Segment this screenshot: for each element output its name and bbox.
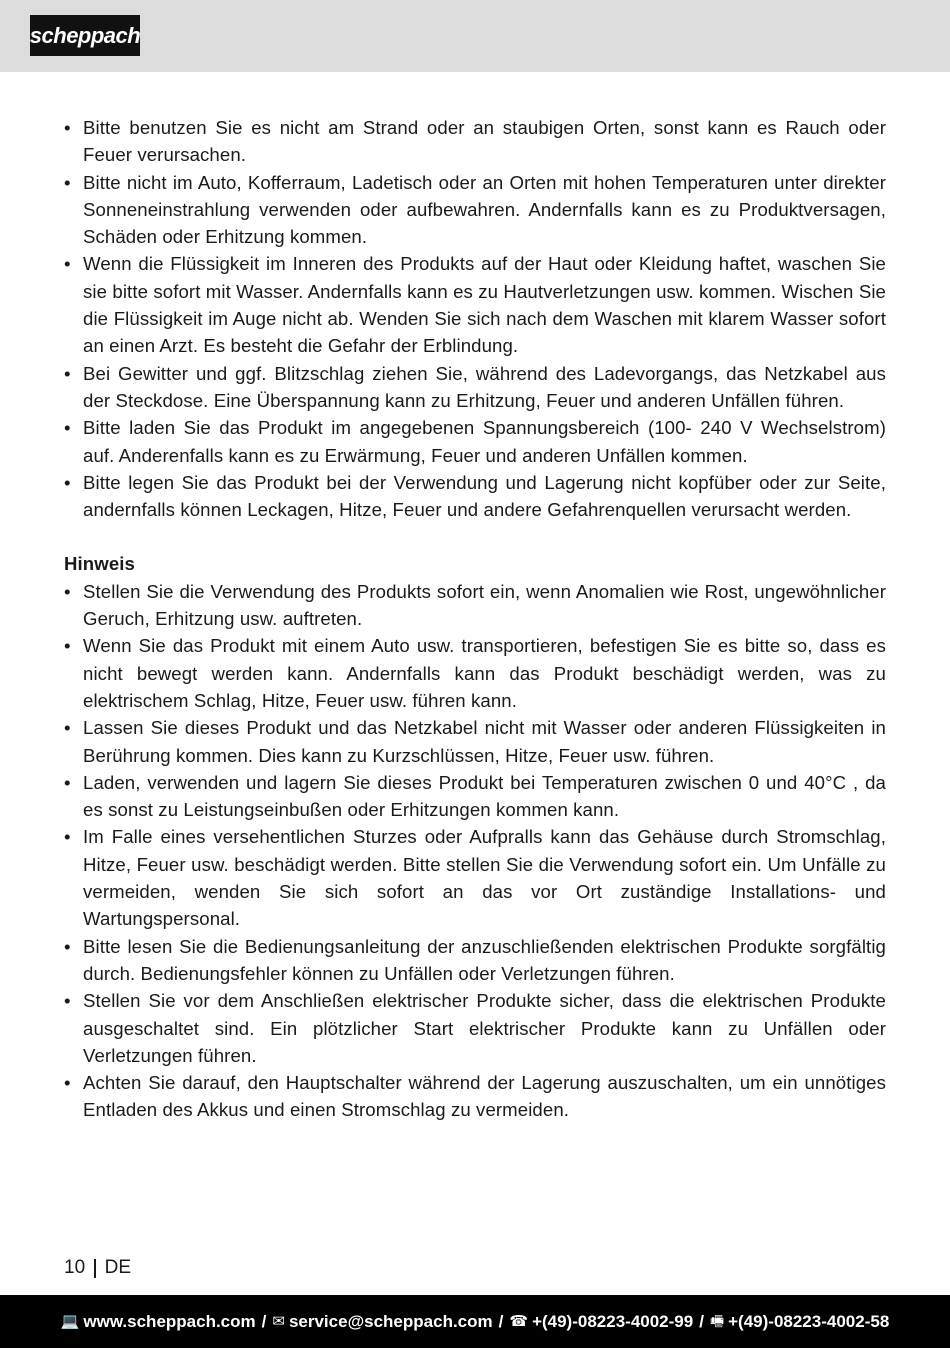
notes-list — [64, 578, 886, 1124]
footer-separator: / — [498, 1312, 504, 1331]
list-item: • Achten Sie darauf, den Hauptschalter während der Lagerung auszuschalten, um ein unnötiges Entladen des Akkus und einen Stromschlag zu vermeiden. — [64, 1072, 886, 1121]
list-item: • Wenn die Flüssigkeit im Inneren des Produkts auf der Haut oder Kleidung haftet, waschen Sie sie bitte sofort mit Wasser. Andernfalls kann es zu Hautverletzungen usw. kommen. Wischen Sie die Flüssigkeit im Auge nicht ab. Wenden Sie sich nach dem Waschen mit klarem Wasser sofort an einen Arzt. Es besteht die Gefahr der Erblindung. — [64, 253, 886, 357]
footer-separator: / — [261, 1312, 267, 1331]
page-number — [64, 1255, 131, 1281]
list-item: • Stellen Sie vor dem Anschließen elektrischer Produkte sicher, dass die elektrischen Produkte ausgeschaltet sind. Ein plötzlicher Start elektrischer Produkte kann zu Unfällen oder Verletzungen führen. — [64, 990, 886, 1066]
footer-separator: / — [699, 1312, 704, 1331]
list-item: • Im Falle eines versehentlichen Sturzes oder Aufpralls kann das Gehäuse durch Stromschlag, Hitze, Feuer usw. beschädigt werden. Bitte stellen Sie die Verwendung sofort ein. Um Unfälle zu vermeiden, wenden Sie sich sofort an das vor Ort zuständige Installations- und Wartungspersonal. — [64, 826, 886, 930]
page-number-value: 10 — [64, 1257, 86, 1278]
list-item: • Bitte legen Sie das Produkt bei der Verwendung und Lagerung nicht kopfüber oder zur Seite, andernfalls können Leckagen, Hitze, Feuer und andere Gefahrenquellen verursacht werden. — [64, 471, 886, 521]
footer-email[interactable]: service@scheppach.com — [288, 1312, 493, 1331]
computer-icon: 💻 — [60, 1313, 80, 1330]
mail-icon: ✉ — [272, 1313, 285, 1330]
list-item: • Stellen Sie die Verwendung des Produkts sofort ein, wenn Anomalien wie Rost, ungewöhnlicher Geruch, Erhitzung usw. auftreten. — [64, 580, 886, 630]
list-item: • Bitte lesen Sie die Bedienungsanleitung der anzuschließenden elektrischen Produkte sorgfältig durch. Bedienungsfehler können zu Unfällen oder Verletzungen führen. — [64, 935, 886, 984]
section-heading: Hinweis — [64, 553, 135, 575]
list-item: • Bitte benutzen Sie es nicht am Strand oder an staubigen Orten, sonst kann es Rauch oder Feuer verursachen. — [64, 117, 886, 166]
footer-website[interactable]: www.scheppach.com — [83, 1312, 256, 1331]
page-header — [0, 0, 950, 72]
logo-text: scheppach — [30, 23, 140, 48]
list-item: • Lassen Sie dieses Produkt und das Netzkabel nicht mit Wasser oder anderen Flüssigkeiten in Berührung kommen. Dies kann zu Kurzschlüssen, Hitze, Feuer usw. führen. — [64, 717, 886, 766]
page-number-divider — [94, 1259, 96, 1278]
scheppach-logo — [30, 15, 140, 56]
page-footer — [0, 1295, 950, 1348]
list-item: • Wenn Sie das Produkt mit einem Auto usw. transportieren, befestigen Sie es bitte so, dass es nicht bewegt werden kann. Andernfalls kann das Produkt beschädigt werden, was zu elektrischem Schlag, Hitze, Feuer usw. führen kann. — [64, 635, 886, 711]
safety-list — [64, 114, 886, 523]
fax-icon: 🖷 — [709, 1313, 725, 1330]
list-item: • Bitte nicht im Auto, Kofferraum, Ladetisch oder an Orten mit hohen Temperaturen unter direkter Sonneneinstrahlung verwenden oder aufbewahren. Andernfalls kann es zu Produktversagen, Schäden oder Erhitzung kommen. — [64, 171, 886, 248]
list-item: • Bei Gewitter und ggf. Blitzschlag ziehen Sie, während des Ladevorgangs, das Netzkabel aus der Steckdose. Eine Überspannung kann zu Erhitzung, Feuer und anderen Unfällen führen. — [64, 362, 886, 411]
document-body — [64, 114, 886, 1124]
list-item: • Laden, verwenden und lagern Sie dieses Produkt bei Temperaturen zwischen 0 und 40°C , da es sonst zu Leistungseinbußen oder Erhitzungen kommen kann. — [64, 771, 886, 821]
footer-phone: +(49)-08223-4002-99 — [532, 1312, 694, 1331]
footer-fax: +(49)-08223-4002-58 — [728, 1312, 890, 1331]
list-item: • Bitte laden Sie das Produkt im angegebenen Spannungsbereich (100- 240 V Wechselstrom) auf. Anderenfalls kann es zu Erwärmung, Feuer und anderen Unfällen kommen. — [64, 417, 886, 466]
page-language: DE — [104, 1257, 132, 1278]
phone-icon: ☎ — [509, 1313, 529, 1330]
